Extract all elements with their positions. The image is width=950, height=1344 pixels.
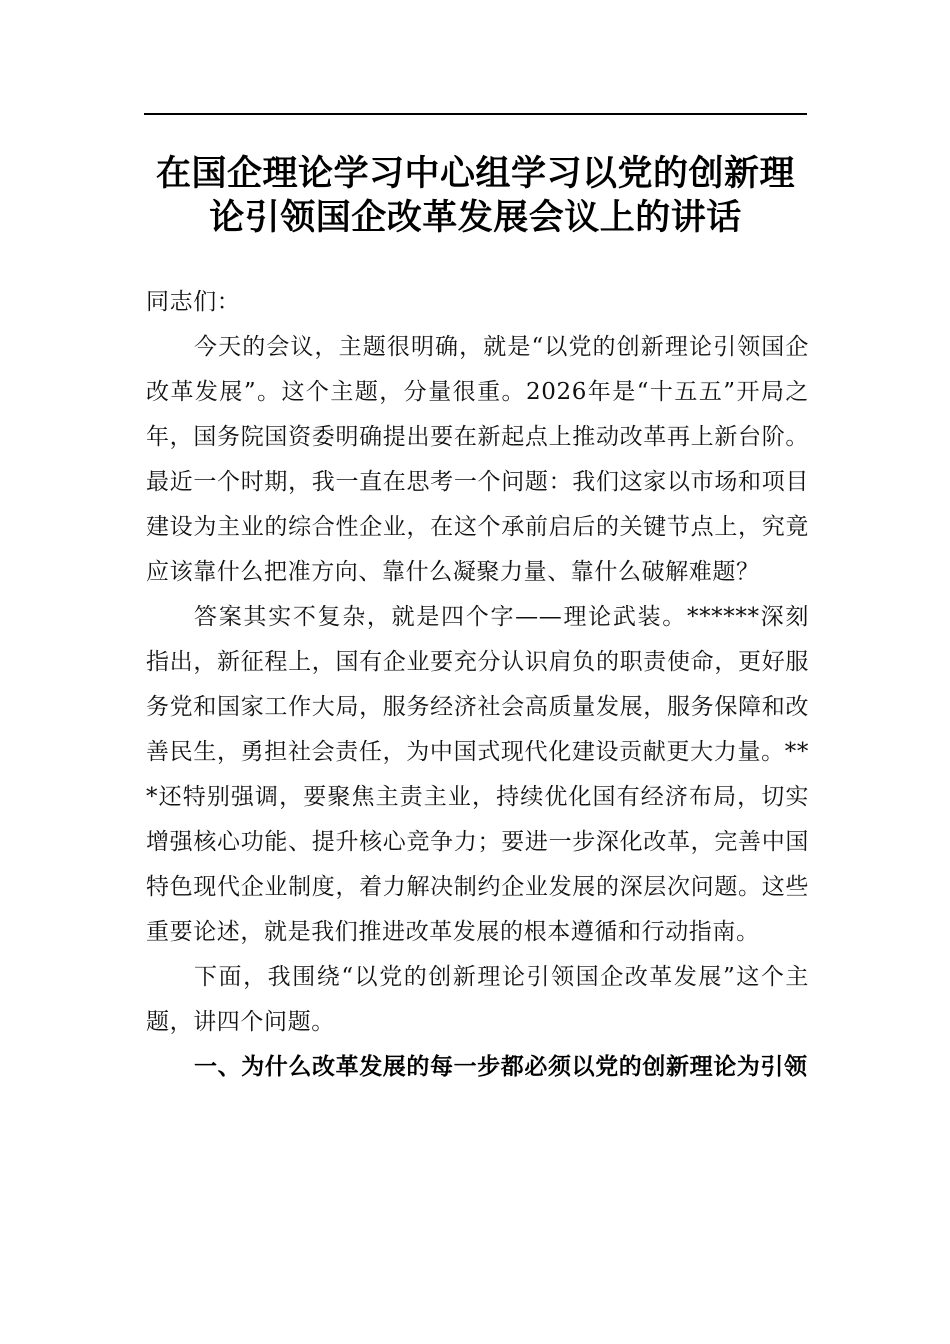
section-heading: 一、为什么改革发展的每一步都必须以党的创新理论为引领: [194, 1054, 808, 1080]
salutation: 同志们：: [146, 289, 241, 315]
header-rule: [144, 113, 807, 115]
paragraph-intro: 今天的会议，主题很明确，就是“以党的创新理论引领国企改革发展”。这个主题，分量很重。2026年是“十五五”开局之年，国务院国资委明确提出要在新起点上推动改革再上新台阶。最近一个时期，我一直在思考一个问题：我们这家以市场和项目建设为主业的综合性企业，在这个承前启后的关键节点上，究竟应该靠什么把准方向、靠什么凝聚力量、靠什么破解难题？: [146, 334, 809, 585]
title-line: 论引领国企改革发展会议上的讲话: [209, 198, 742, 238]
document-body: [146, 280, 809, 1090]
document-title: [144, 152, 807, 240]
paragraph-answer: 答案其实不复杂，就是四个字——理论武装。******深刻指出，新征程上，国有企业要充分认识肩负的职责使命，更好服务党和国家工作大局，服务经济社会高质量发展，服务保障和改善民生，勇担社会责任，为中国式现代化建设贡献更大力量。***还特别强调，要聚焦主责主业，持续优化国有经济布局，切实增强核心功能、提升核心竞争力；要进一步深化改革，完善中国特色现代企业制度，着力解决制约企业发展的深层次问题。这些重要论述，就是我们推进改革发展的根本遵循和行动指南。: [146, 604, 809, 945]
paragraph-outline: 下面，我围绕“以党的创新理论引领国企改革发展”这个主题，讲四个问题。: [146, 964, 809, 1035]
title-line: 在国企理论学习中心组学习以党的创新理: [155, 154, 795, 194]
